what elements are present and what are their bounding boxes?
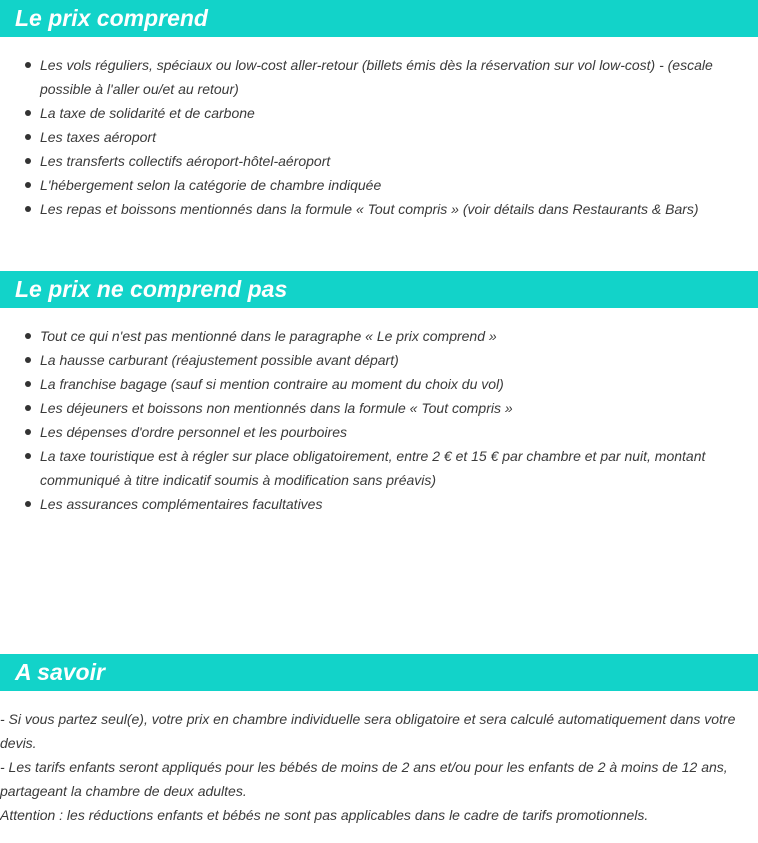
section-header-not-included: [0, 271, 758, 308]
list-item: [0, 197, 735, 221]
list-item: [0, 53, 735, 101]
bullet-icon: [25, 429, 31, 435]
list-item-text: La franchise bagage (sauf si mention contraire au moment du choix du vol): [40, 376, 504, 392]
list-item: [0, 492, 735, 516]
list-item-text: Les transferts collectifs aéroport-hôtel-aéroport: [40, 153, 331, 169]
section-header-included: [0, 0, 758, 37]
list-item-text: La hausse carburant (réajustement possible avant départ): [40, 352, 399, 368]
bullet-icon: [25, 182, 31, 188]
bullet-icon: [25, 405, 31, 411]
list-item: [0, 324, 735, 348]
section-title-included: Le prix comprend: [15, 5, 208, 31]
list-item: [0, 396, 735, 420]
not-included-list: [0, 324, 735, 516]
list-item-text: Les taxes aéroport: [40, 129, 156, 145]
list-item: [0, 173, 735, 197]
bullet-icon: [25, 381, 31, 387]
list-item-text: La taxe de solidarité et de carbone: [40, 105, 255, 121]
list-item-text: Les dépenses d'ordre personnel et les pourboires: [40, 424, 347, 440]
bullet-icon: [25, 134, 31, 140]
list-item-text: Les repas et boissons mentionnés dans la formule « Tout compris » (voir détails dans Restaurants & Bars): [40, 201, 699, 217]
list-item: [0, 101, 735, 125]
bullet-icon: [25, 158, 31, 164]
included-list: [0, 53, 735, 221]
list-item: [0, 348, 735, 372]
list-item-text: Les vols réguliers, spéciaux ou low-cost aller-retour (billets émis dès la réservation sur vol low-cost) - (escale possible à l'aller ou/et au retour): [40, 57, 713, 97]
bullet-icon: [25, 110, 31, 116]
list-item: [0, 149, 735, 173]
list-item-text: L'hébergement selon la catégorie de chambre indiquée: [40, 177, 382, 193]
list-item: [0, 444, 735, 492]
note-paragraph: - Si vous partez seul(e), votre prix en chambre individuelle sera obligatoire et sera calculé automatiquement dans votre devis.: [0, 711, 736, 751]
list-item: [0, 372, 735, 396]
bullet-icon: [25, 357, 31, 363]
note-paragraph: Attention : les réductions enfants et bébés ne sont pas applicables dans le cadre de tarifs promotionnels.: [0, 807, 649, 823]
list-item-text: La taxe touristique est à régler sur place obligatoirement, entre 2 € et 15 € par chambre et par nuit, montant communiqué à titre indicatif soumis à modification sans préavis): [40, 448, 706, 488]
section-header-good-to-know: [0, 654, 758, 691]
bullet-icon: [25, 501, 31, 507]
bullet-icon: [25, 62, 31, 68]
list-item: [0, 125, 735, 149]
bullet-icon: [25, 206, 31, 212]
section-title-not-included: Le prix ne comprend pas: [15, 276, 288, 302]
bullet-icon: [25, 333, 31, 339]
list-item-text: Tout ce qui n'est pas mentionné dans le paragraphe « Le prix comprend »: [40, 328, 497, 344]
list-item-text: Les assurances complémentaires facultatives: [40, 496, 323, 512]
list-item-text: Les déjeuners et boissons non mentionnés dans la formule « Tout compris »: [40, 400, 513, 416]
section-title-good-to-know: A savoir: [15, 659, 105, 685]
list-item: [0, 420, 735, 444]
good-to-know-notes: [0, 707, 754, 827]
note-paragraph: - Les tarifs enfants seront appliqués pour les bébés de moins de 2 ans et/ou pour les enfants de 2 à moins de 12 ans, partageant la chambre de deux adultes.: [0, 759, 728, 799]
bullet-icon: [25, 453, 31, 459]
